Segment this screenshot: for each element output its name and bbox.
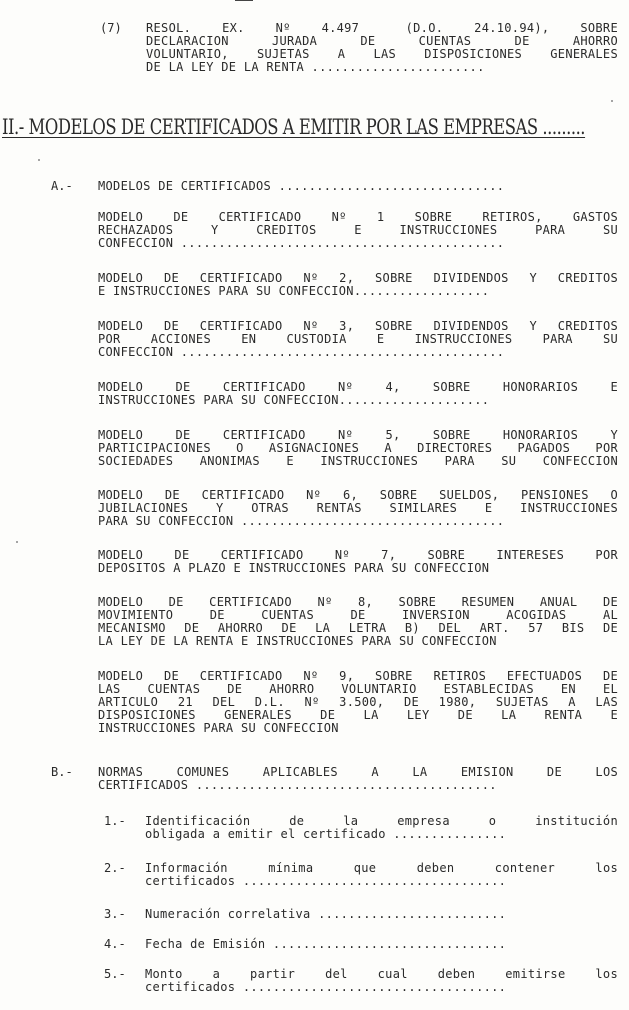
norm-3-number: 3.- (104, 907, 126, 921)
model-6: MODELO DE CERTIFICADO Nº 6, SOBRE SUELDOS, PENSIONES O JUBILACIONES Y OTRAS RENTAS SIMILARES E INSTRUCCIONES PARA SU CONFECCION ................................... (98, 488, 618, 528)
model-3: MODELO DE CERTIFICADO Nº 3, SOBRE DIVIDENDOS Y CREDITOS POR ACCIONES EN CUSTODIA E INSTRUCCIONES PARA SU CONFECCION ........................................... (98, 319, 618, 359)
part-a-label: A.- (51, 179, 73, 193)
item-7-label: (7) (100, 21, 122, 35)
scan-speck (38, 159, 40, 161)
norm-2-text: Información mínima que deben contener los certificados ................................... (145, 861, 618, 888)
norm-1-number: 1.- (104, 814, 126, 828)
part-a-title: MODELOS DE CERTIFICADOS .............................. (98, 179, 505, 193)
model-8: MODELO DE CERTIFICADO Nº 8, SOBRE RESUMEN ANUAL DE MOVIMIENTO DE CUENTAS DE INVERSION ACOGIDAS AL MECANISMO DE AHORRO DE LA LETRA B) DEL ART. 57 BIS DE LA LEY DE LA RENTA E INSTRUCCIONES PARA SU CONFECCION (98, 595, 618, 648)
part-b-title: NORMAS COMUNES APLICABLES A LA EMISION DE LOS CERTIFICADOS ........................................ (98, 765, 618, 792)
item-7-text: RESOL. EX. Nº 4.497 (D.O. 24.10.94), SOBRE DECLARACION JURADA DE CUENTAS DE AHORRO VOLUNTARIO, SUJETAS A LAS DISPOSICIONES GENERALES DE LA LEY DE LA RENTA ....................... (146, 21, 618, 74)
scan-speck (611, 100, 613, 102)
model-4: MODELO DE CERTIFICADO Nº 4, SOBRE HONORARIOS E INSTRUCCIONES PARA SU CONFECCION.................... (98, 380, 618, 407)
model-7: MODELO DE CERTIFICADO Nº 7, SOBRE INTERESES POR DEPOSITOS A PLAZO E INSTRUCCIONES PARA SU CONFECCION (98, 548, 618, 575)
norm-5-text: Monto a partir del cual deben emitirse los certificados ................................... (145, 967, 618, 994)
norm-4-number: 4.- (104, 937, 126, 951)
model-2: MODELO DE CERTIFICADO Nº 2, SOBRE DIVIDENDOS Y CREDITOS E INSTRUCCIONES PARA SU CONFECCION.................. (98, 271, 618, 298)
norm-2-number: 2.- (104, 861, 126, 875)
model-1: MODELO DE CERTIFICADO Nº 1 SOBRE RETIROS, GASTOS RECHAZADOS Y CREDITOS E INSTRUCCIONES PARA SU CONFECCION ........................................... (98, 210, 618, 250)
model-9: MODELO DE CERTIFICADO Nº 9, SOBRE RETIROS EFECTUADOS DE LAS CUENTAS DE AHORRO VOLUNTARIO ESTABLECIDAS EN EL ARTICULO 21 DEL D.L. Nº 3.500, DE 1980, SUJETAS A LAS DISPOSICIONES GENERALES DE LA LEY DE LA RENTA E INSTRUCCIONES PARA SU CONFECCION (98, 669, 618, 735)
part-b-label: B.- (51, 765, 73, 779)
model-5: MODELO DE CERTIFICADO Nº 5, SOBRE HONORARIOS Y PARTICIPACIONES O ASIGNACIONES A DIRECTORES PAGADOS POR SOCIEDADES ANONIMAS E INSTRUCCIONES PARA SU CONFECCION (98, 428, 618, 468)
norm-3-text: Numeración correlativa ......................... (145, 907, 507, 921)
top-rule-fragment (235, 0, 253, 1)
norm-4-text: Fecha de Emisión ............................... (145, 937, 507, 951)
section-heading: II.- MODELOS DE CERTIFICADOS A EMITIR POR LAS EMPRESAS ......... (2, 115, 586, 139)
scan-speck (16, 541, 18, 543)
norm-5-number: 5.- (104, 967, 126, 981)
norm-1-text: Identificación de la empresa o institución obligada a emitir el certificado ............... (145, 814, 618, 841)
